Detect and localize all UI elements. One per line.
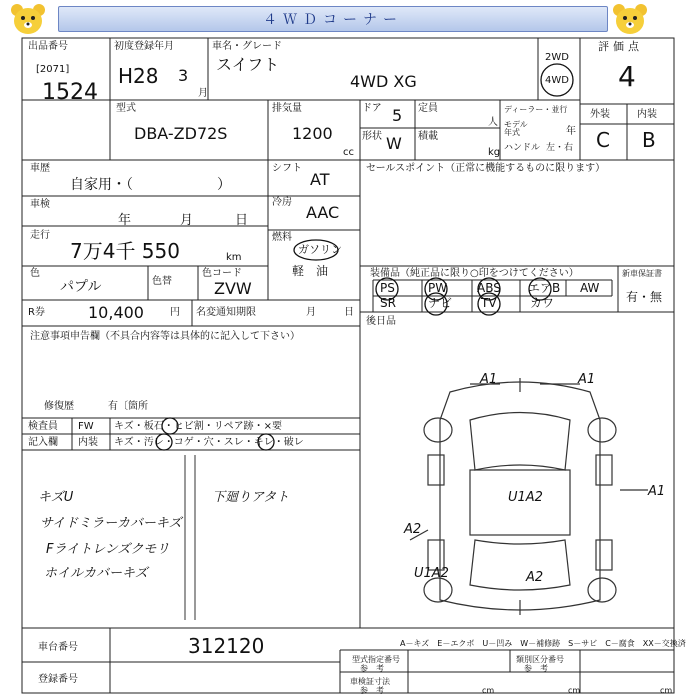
car-name-label: 車名・グレード xyxy=(212,41,282,52)
color-code-label: 色コード xyxy=(202,268,242,279)
banner-title: ４ＷＤコーナー xyxy=(58,6,608,32)
exterior-value: C xyxy=(596,128,610,152)
mark-a1-front-left: A1 xyxy=(480,372,498,387)
fuel-label: 燃料 xyxy=(272,232,292,243)
equip-ps: PS xyxy=(380,281,395,295)
equip-abs: ABS xyxy=(477,281,501,295)
doors-value: 5 xyxy=(392,106,403,125)
recycle-label: R券 xyxy=(28,307,45,318)
history-value: 自家用・（ ） xyxy=(70,177,231,193)
exterior-label: 外装 xyxy=(590,109,610,120)
mileage-value: 7万4千 550 xyxy=(70,239,180,263)
warranty-label: 新車保証書 xyxy=(622,269,662,278)
size-cm-1: cm xyxy=(482,686,495,695)
registration-month-unit: 月 xyxy=(198,88,208,99)
inspection-label: 車検 xyxy=(30,199,50,210)
equip-pw: PW xyxy=(428,281,448,295)
model-value: DBA-ZD72S xyxy=(134,124,228,143)
equip-leather: カワ xyxy=(530,296,555,310)
drive-4wd: 4WD xyxy=(545,75,569,86)
engine-value: 1200 xyxy=(292,124,333,143)
inspection-year-unit: 年 xyxy=(118,213,132,228)
color-code: ZVW xyxy=(214,279,252,298)
class-label: 類別区分番号 xyxy=(516,655,564,664)
checks-label-2: 記入欄 xyxy=(28,437,58,448)
checks-row2: キズ・汚レ・コゲ・穴・スレ・キレ・破レ xyxy=(114,437,304,448)
mark-u1a2-roof: U1A2 xyxy=(508,490,543,505)
handwritten-note-2: サイドミラーカバーキズ xyxy=(40,516,182,531)
mark-u1a2-left-rear: U1A2 xyxy=(414,566,449,581)
class-ref: 参 考 xyxy=(524,664,548,673)
lot-sub: [2071] xyxy=(36,64,70,75)
spec-label: 型式指定番号 xyxy=(352,655,400,664)
checks-row1-head: FW xyxy=(78,421,94,432)
handwritten-note-1: キズU xyxy=(38,490,74,505)
equipment-label: 装備品（純正品に限り○印をつけてください） xyxy=(370,268,579,279)
equip-navi: ナビ xyxy=(428,296,453,310)
color-value: パプル xyxy=(60,279,102,295)
equip-aw: AW xyxy=(580,281,600,295)
name-change-month: 月 xyxy=(306,307,316,318)
registration-year: H28 xyxy=(118,64,159,88)
size-ref: 参 考 xyxy=(360,686,384,695)
handle-label: ハンドル xyxy=(504,143,541,153)
capacity-label: 定員 xyxy=(418,103,438,114)
name-change-day: 日 xyxy=(344,307,354,318)
fuel-gasoline: ガソリン xyxy=(298,243,342,256)
car-name: スイフト xyxy=(216,55,280,74)
equip-tv: TV xyxy=(481,296,497,310)
size-cm-3: cm xyxy=(660,686,673,695)
registration-label: 初度登録年月 xyxy=(114,41,174,52)
model-year-unit: 年 xyxy=(566,126,576,137)
size-cm-2: cm xyxy=(568,686,581,695)
interior-label: 内装 xyxy=(637,109,657,120)
mileage-unit: km xyxy=(226,252,242,263)
car-grade: 4WD XG xyxy=(350,72,417,91)
capacity-unit: 人 xyxy=(488,117,498,128)
repair-value: 有〔箇所 xyxy=(108,401,148,412)
checks-row2-head: 内装 xyxy=(78,437,98,448)
engine-unit: cc xyxy=(343,147,354,158)
shift-value: AT xyxy=(310,170,330,189)
shape-value: W xyxy=(386,134,402,153)
handle-options: 左・右 xyxy=(546,143,574,153)
mark-a1-front-right: A1 xyxy=(578,372,596,387)
lot-label: 出品番号 xyxy=(28,41,68,52)
mark-a2-rear: A2 xyxy=(526,570,544,585)
mark-a2-left-side: A2 xyxy=(404,522,422,537)
color-label: 色 xyxy=(30,268,40,279)
handwritten-note-3: Fライトレンズクモリ xyxy=(46,542,170,557)
color-change-label: 色替 xyxy=(152,276,172,287)
equip-airbag: エアB xyxy=(528,281,561,295)
shift-label: シフト xyxy=(272,163,302,174)
shape-label: 形状 xyxy=(362,131,382,142)
size-label: 車検証寸法 xyxy=(350,677,390,686)
mileage-label: 走行 xyxy=(30,230,50,241)
sales-label: セールスポイント（正常に機能するものに限ります） xyxy=(366,163,606,174)
inspection-month-unit: 月 xyxy=(180,213,194,228)
registration-month: 3 xyxy=(178,66,189,85)
ac-label: 冷房 xyxy=(272,197,292,208)
doors-label: ドア xyxy=(362,103,382,114)
load-label: 積載 xyxy=(418,131,438,142)
dealer-label: ディーラー・並行 xyxy=(504,105,568,114)
recycle-value: 10,400 xyxy=(88,303,144,322)
ac-value: AAC xyxy=(306,203,340,222)
rear-seat-label: 後日品 xyxy=(366,316,396,327)
score-value: 4 xyxy=(618,60,636,93)
equip-sr: SR xyxy=(380,296,396,310)
model-year-label: モデル年式 xyxy=(504,120,528,137)
warranty-value: 有・無 xyxy=(626,290,663,304)
checks-label-1: 検査員 xyxy=(28,421,58,432)
chassis-value: 312120 xyxy=(188,634,265,658)
inspection-day-unit: 日 xyxy=(235,213,249,228)
score-label: 評価点 xyxy=(598,40,643,53)
drive-2wd: 2WD xyxy=(545,52,569,63)
notes-label: 注意事項申告欄（不具合内容等は具体的に記入して下さい） xyxy=(30,331,300,342)
handwritten-note-4: ホイルカバーキズ xyxy=(44,566,148,581)
repair-label: 修復歴 xyxy=(44,401,74,412)
handwritten-note-right: 下廻りアタト xyxy=(212,490,290,505)
fuel-diesel: 軽 油 xyxy=(292,264,329,278)
recycle-unit: 円 xyxy=(170,307,180,318)
chassis-label: 車台番号 xyxy=(38,642,78,653)
spec-ref: 参 考 xyxy=(360,664,384,673)
history-label: 車歴 xyxy=(30,163,50,174)
engine-label: 排気量 xyxy=(272,103,302,114)
load-unit: kg xyxy=(488,147,501,158)
plate-label: 登録番号 xyxy=(38,674,78,685)
interior-value: B xyxy=(642,128,656,152)
checks-row1: キズ・板石・ヒビ割・リペア跡・×要 xyxy=(114,421,282,432)
legend: A－キズ E－エクボ U－凹み W－補修跡 S－サビ C－腐食 XX－交換済 xyxy=(400,639,686,648)
lot-number: 1524 xyxy=(42,80,98,105)
name-change-label: 名変通知期限 xyxy=(196,307,256,318)
model-label: 型式 xyxy=(116,103,136,114)
mark-a1-right-side: A1 xyxy=(648,484,666,499)
